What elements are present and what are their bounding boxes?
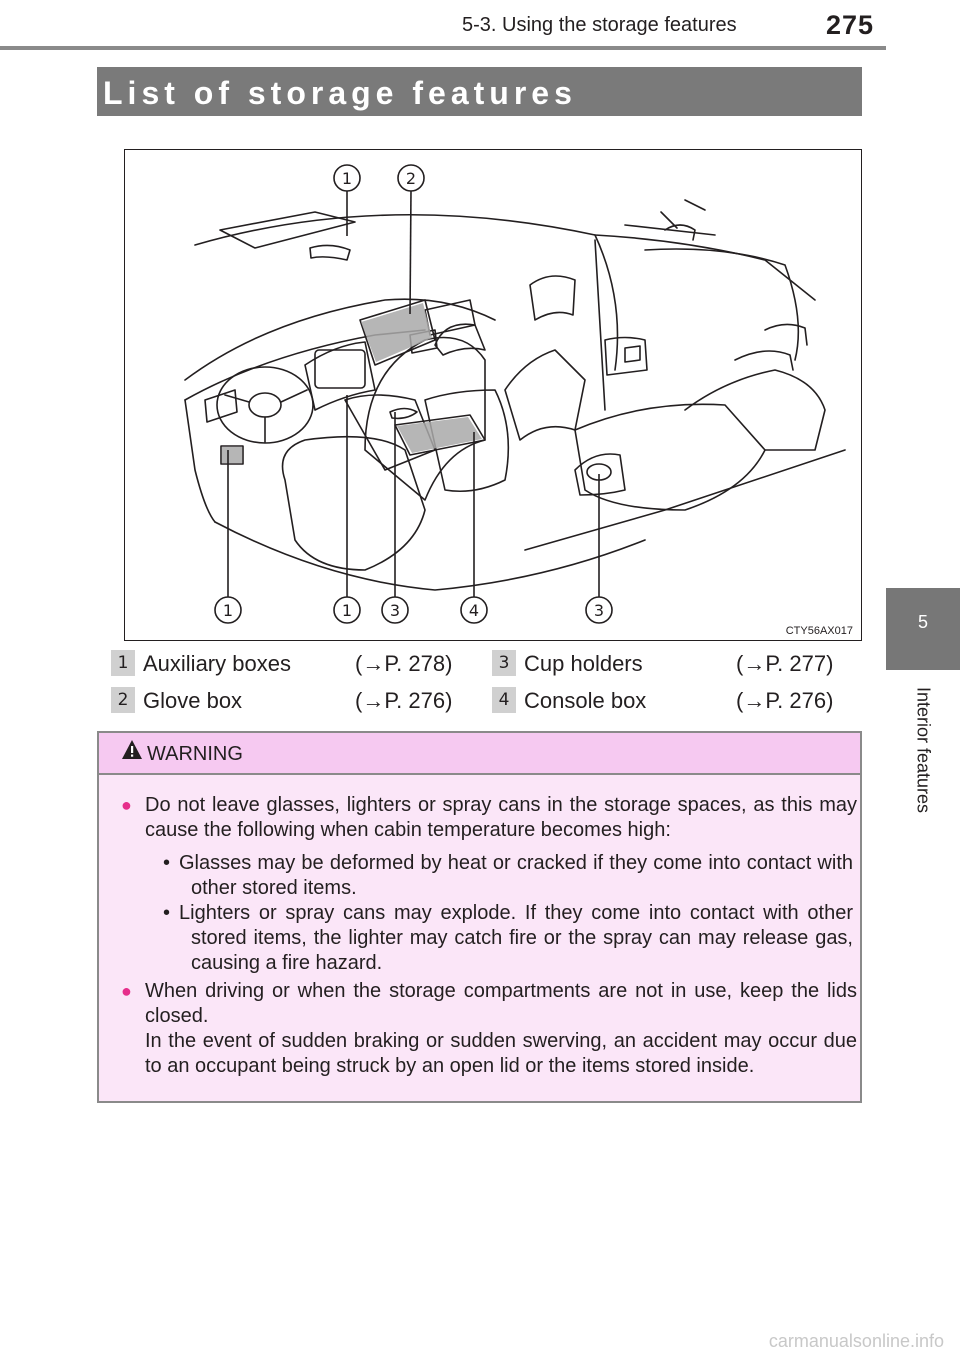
page-number: 275 [826, 10, 875, 40]
legend-label: Glove box [143, 688, 243, 713]
legend-label: Cup holders [524, 651, 643, 676]
section-label: 5-3. Using the storage features [462, 14, 737, 36]
legend-page-ref: (→P. 276) [355, 688, 453, 713]
legend-number: 4 [492, 687, 516, 713]
warning-text: Do not leave glasses, lighters or spray cans in the storage spaces, as this may cause the following when cabin temperature becomes high: [145, 794, 857, 841]
section-title: List of storage features [103, 75, 577, 111]
warning-icon [121, 739, 143, 761]
callout-bottom-4: 4 [468, 601, 480, 620]
bullet-dot-icon: ● [121, 795, 132, 815]
callout-bottom-3: 3 [389, 601, 401, 620]
sub-bullet-icon: • [163, 902, 171, 924]
warning-subitem-text: Glasses may be deformed by heat or cracked if they come into contact with other stored items. [179, 852, 853, 899]
legend-page-ref: (→P. 278) [355, 651, 453, 676]
callout-bottom-2: 1 [341, 601, 353, 620]
warning-bullet [123, 793, 857, 843]
warning-bullet [123, 979, 857, 1079]
legend-page-ref: (→P. 276) [736, 688, 834, 713]
warning-subitem-text: Lighters or spray cans may explode. If they come into contact with other stored items, the lighter may catch fire or the spray can may release gas, causing a fire hazard. [179, 902, 853, 974]
warning-body [99, 775, 860, 1101]
legend-number: 2 [111, 687, 135, 713]
legend-number: 1 [111, 650, 135, 676]
warning-subitem [163, 901, 853, 976]
watermark: carmanualsonline.info [768, 1331, 944, 1351]
legend-label: Console box [524, 688, 647, 713]
warning-subitem [163, 851, 853, 901]
warning-text: When driving or when the storage compartments are not in use, keep the lids closed. [145, 980, 857, 1027]
legend-number: 3 [492, 650, 516, 676]
sub-bullet-icon: • [163, 852, 171, 874]
warning-header [99, 733, 860, 775]
bullet-dot-icon: ● [121, 981, 132, 1001]
chapter-title: Interior features [913, 686, 934, 814]
callout-bottom-5: 3 [593, 601, 605, 620]
callout-bottom-1: 1 [222, 601, 234, 620]
figure-code: CTY56AX017 [785, 625, 853, 637]
warning-title: WARNING [147, 743, 243, 765]
legend-label: Auxiliary boxes [143, 651, 291, 676]
warning-box [97, 731, 862, 1103]
legend-page-ref: (→P. 277) [736, 651, 834, 676]
callout-top-2: 2 [405, 169, 417, 188]
warning-text-continued: In the event of sudden braking or sudden swerving, an accident may occur due to an occupant being struck by an open lid or the items stored inside. [145, 1030, 857, 1077]
callout-top-1: 1 [341, 169, 353, 188]
chapter-number: 5 [917, 612, 928, 632]
